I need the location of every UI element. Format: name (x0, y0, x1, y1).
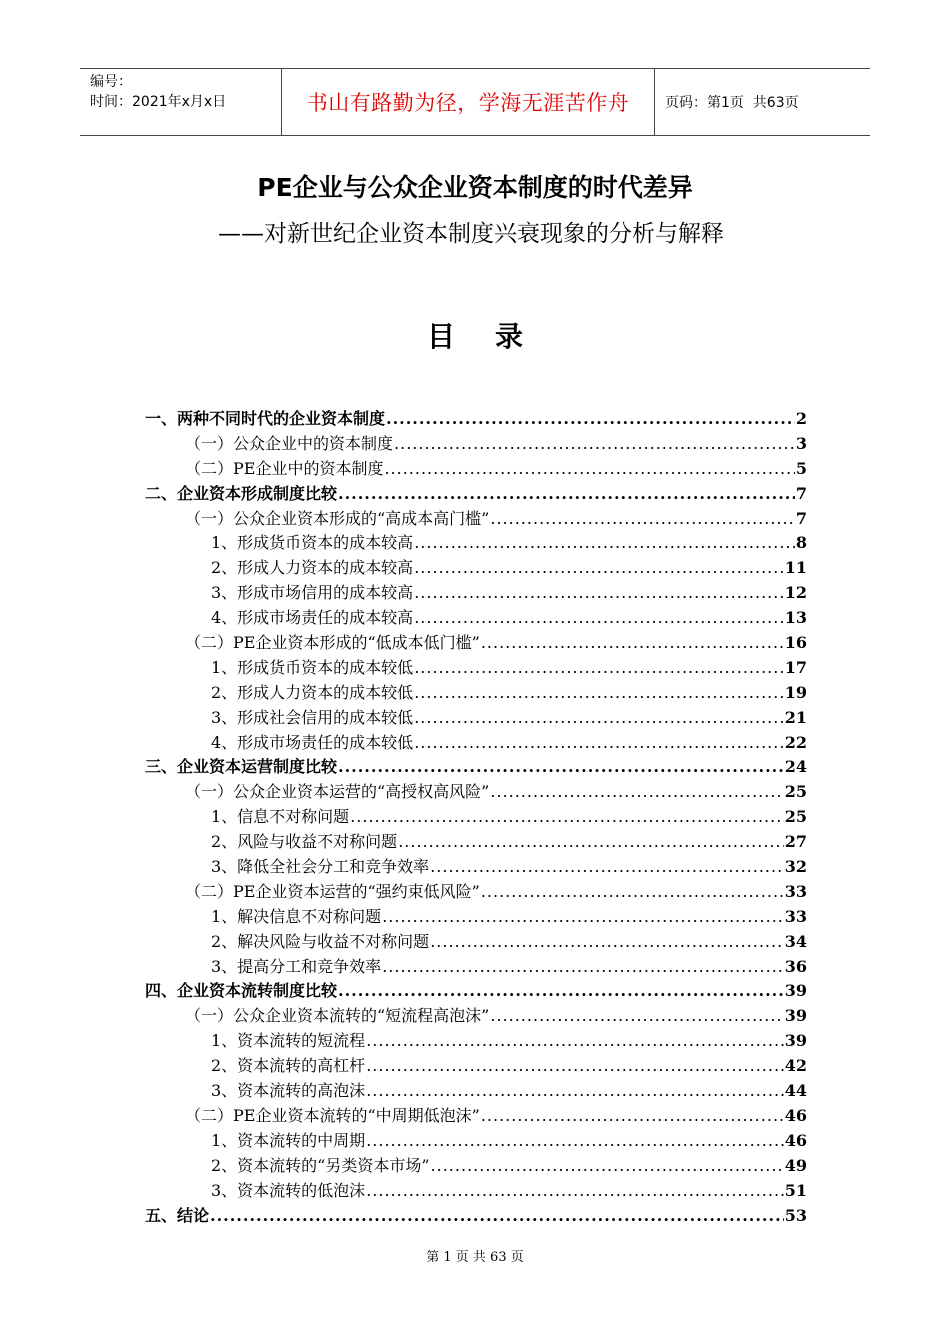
toc-entry-page: 2 (795, 409, 807, 428)
toc-entry-title: 3、形成社会信用的成本较低 (211, 707, 414, 727)
toc-leader-dots (414, 531, 795, 556)
toc-entry[interactable] (145, 755, 807, 780)
toc-entry-title: （二）PE企业资本流转的“中周期低泡沫” (185, 1105, 480, 1125)
toc-heading: 目录 (426, 320, 563, 353)
toc-entry[interactable] (145, 1079, 807, 1104)
toc-entry[interactable] (145, 1004, 807, 1029)
toc-leader-dots (414, 656, 784, 681)
header-page-info: 页码：第1页 共63页 (665, 95, 799, 111)
toc-entry[interactable] (145, 631, 807, 656)
toc-entry-page: 16 (784, 633, 807, 653)
toc-entry-page: 39 (784, 1031, 807, 1051)
toc-leader-dots (366, 1079, 784, 1104)
toc-entry[interactable] (145, 1204, 807, 1229)
toc-entry-page: 33 (784, 906, 807, 926)
toc-leader-dots (430, 930, 784, 955)
toc-entry-page: 46 (784, 1105, 807, 1125)
toc-entry-title: 3、提高分工和竞争效率 (211, 956, 382, 976)
toc-entry-page: 51 (784, 1180, 807, 1200)
toc-entry-page: 34 (784, 931, 807, 951)
toc-entry-page: 12 (784, 583, 807, 603)
toc-entry-title: 2、资本流转的“另类资本市场” (211, 1155, 430, 1175)
toc-entry-title: （一）公众企业资本流转的“短流程高泡沫” (185, 1006, 490, 1026)
toc-entry[interactable] (145, 1054, 807, 1079)
toc-leader-dots (414, 731, 784, 756)
toc-leader-dots (414, 606, 784, 631)
toc-entry-page: 36 (784, 956, 807, 976)
toc-entry[interactable] (145, 556, 807, 581)
toc-entry[interactable] (145, 830, 807, 855)
toc-entry-page: 27 (784, 832, 807, 852)
toc-entry-title: 三、企业资本运营制度比较 (145, 757, 338, 777)
toc-entry-page: 53 (784, 1205, 807, 1225)
number-label: 编号： (90, 74, 132, 90)
toc-leader-dots (414, 706, 784, 731)
toc-entry[interactable] (145, 482, 807, 507)
toc-entry-title: 1、形成货币资本的成本较低 (211, 657, 414, 677)
toc-entry-title: （一）公众企业资本形成的“高成本高门槛” (185, 508, 490, 528)
toc-leader-dots (430, 855, 784, 880)
toc-entry-title: 1、信息不对称问题 (211, 807, 350, 827)
toc-entry[interactable] (145, 905, 807, 930)
toc-entry-page: 7 (795, 508, 807, 528)
toc-entry-title: 2、资本流转的高杠杆 (211, 1056, 366, 1076)
toc-entry-title: （一）公众企业中的资本制度 (185, 433, 394, 453)
page-footer: 第 1 页 共 63 页 (426, 1250, 524, 1265)
toc-entry-title: 3、降低全社会分工和竞争效率 (211, 857, 430, 877)
toc-entry[interactable] (145, 606, 807, 631)
toc-entry-page: 33 (784, 881, 807, 901)
toc-entry-title: （二）PE企业资本运营的“强约束低风险” (185, 881, 480, 901)
toc-entry-page: 42 (784, 1056, 807, 1076)
toc-entry-page: 39 (784, 981, 807, 1001)
toc-leader-dots (490, 780, 783, 805)
toc-entry-title: （一）公众企业资本运营的“高授权高风险” (185, 782, 490, 802)
toc-leader-dots (490, 507, 794, 532)
toc-leader-dots (414, 556, 784, 581)
toc-leader-dots (394, 432, 795, 457)
toc-leader-dots (210, 1204, 784, 1229)
toc-entry[interactable] (145, 1154, 807, 1179)
toc-leader-dots (386, 407, 795, 432)
time-label: 时间：2021年x月x日 (90, 94, 227, 110)
toc-entry-title: 一、两种不同时代的企业资本制度 (145, 409, 386, 428)
toc-entry-title: 3、形成市场信用的成本较高 (211, 583, 414, 603)
toc-leader-dots (398, 830, 784, 855)
toc-entry-title: （二）PE企业中的资本制度 (185, 458, 384, 478)
toc-leader-dots (431, 1154, 784, 1179)
toc-leader-dots (481, 1104, 784, 1129)
toc-entry[interactable] (145, 780, 807, 805)
toc-leader-dots (350, 805, 784, 830)
toc-leader-dots (338, 979, 784, 1004)
table-of-contents (145, 407, 807, 1228)
toc-entry-page: 3 (795, 433, 807, 453)
toc-entry-title: 五、结论 (145, 1205, 210, 1225)
toc-entry-page: 32 (784, 857, 807, 877)
toc-entry-title: 二、企业资本形成制度比较 (145, 483, 338, 503)
toc-leader-dots (481, 631, 784, 656)
toc-leader-dots (481, 880, 784, 905)
toc-leader-dots (366, 1054, 784, 1079)
toc-entry-page: 24 (784, 757, 807, 777)
toc-leader-dots (414, 681, 784, 706)
toc-entry[interactable] (145, 805, 807, 830)
toc-entry-page: 7 (795, 483, 807, 503)
toc-entry-page: 11 (784, 558, 807, 578)
toc-entry-title: 3、资本流转的高泡沫 (211, 1081, 366, 1101)
toc-entry-title: 1、解决信息不对称问题 (211, 906, 382, 926)
toc-entry-page: 25 (784, 807, 807, 827)
toc-entry[interactable] (145, 855, 807, 880)
toc-entry-title: 2、形成人力资本的成本较低 (211, 682, 414, 702)
toc-entry-page: 25 (784, 782, 807, 802)
toc-entry[interactable] (145, 979, 807, 1004)
toc-entry[interactable] (145, 531, 807, 556)
toc-entry-page: 46 (784, 1130, 807, 1150)
toc-leader-dots (384, 457, 794, 482)
toc-entry-page: 13 (784, 608, 807, 628)
toc-entry-title: 2、风险与收益不对称问题 (211, 832, 398, 852)
toc-entry[interactable] (145, 507, 807, 532)
toc-leader-dots (414, 581, 784, 606)
toc-entry-page: 21 (784, 707, 807, 727)
toc-entry-page: 39 (784, 1006, 807, 1026)
toc-entry[interactable] (145, 656, 807, 681)
toc-entry-title: 4、形成市场责任的成本较高 (211, 608, 414, 628)
toc-entry[interactable] (145, 1029, 807, 1054)
toc-entry-page: 5 (795, 458, 807, 478)
toc-entry[interactable] (145, 706, 807, 731)
toc-entry[interactable] (145, 880, 807, 905)
toc-leader-dots (490, 1004, 783, 1029)
toc-leader-dots (338, 755, 784, 780)
toc-entry-page: 17 (784, 657, 807, 677)
toc-entry-page: 49 (784, 1155, 807, 1175)
toc-entry[interactable] (145, 1104, 807, 1129)
toc-entry[interactable] (145, 407, 807, 432)
toc-entry-page: 19 (784, 682, 807, 702)
toc-entry-title: 2、形成人力资本的成本较高 (211, 558, 414, 578)
document-subtitle: ——对新世纪企业资本制度兴衰现象的分析与解释 (218, 221, 724, 247)
toc-entry[interactable] (145, 955, 807, 980)
toc-entry-title: 1、资本流转的中周期 (211, 1130, 366, 1150)
toc-entry[interactable] (145, 432, 807, 457)
toc-entry[interactable] (145, 930, 807, 955)
toc-entry[interactable] (145, 1179, 807, 1204)
toc-leader-dots (338, 482, 795, 507)
toc-entry-page: 8 (795, 533, 807, 553)
toc-leader-dots (366, 1029, 784, 1054)
document-header (80, 68, 870, 136)
toc-leader-dots (382, 905, 784, 930)
toc-entry[interactable] (145, 457, 807, 482)
toc-leader-dots (366, 1129, 784, 1154)
toc-entry-title: 1、形成货币资本的成本较高 (211, 533, 414, 553)
header-motto: 书山有路勤为径，学海无涯苦作舟 (282, 69, 655, 135)
toc-entry-title: 1、资本流转的短流程 (211, 1031, 366, 1051)
toc-entry-title: （二）PE企业资本形成的“低成本低门槛” (185, 633, 480, 653)
toc-leader-dots (366, 1179, 784, 1204)
toc-entry-title: 3、资本流转的低泡沫 (211, 1180, 366, 1200)
header-meta (80, 69, 282, 135)
toc-entry[interactable] (145, 1129, 807, 1154)
toc-entry[interactable] (145, 681, 807, 706)
toc-entry-page: 44 (784, 1081, 807, 1101)
toc-entry-title: 4、形成市场责任的成本较低 (211, 732, 414, 752)
toc-entry-title: 2、解决风险与收益不对称问题 (211, 931, 430, 951)
toc-leader-dots (382, 955, 784, 980)
toc-entry[interactable] (145, 731, 807, 756)
toc-entry-title: 四、企业资本流转制度比较 (145, 981, 338, 1001)
toc-entry-page: 22 (784, 732, 807, 752)
toc-entry[interactable] (145, 581, 807, 606)
document-title: PE企业与公众企业资本制度的时代差异 (257, 173, 693, 202)
